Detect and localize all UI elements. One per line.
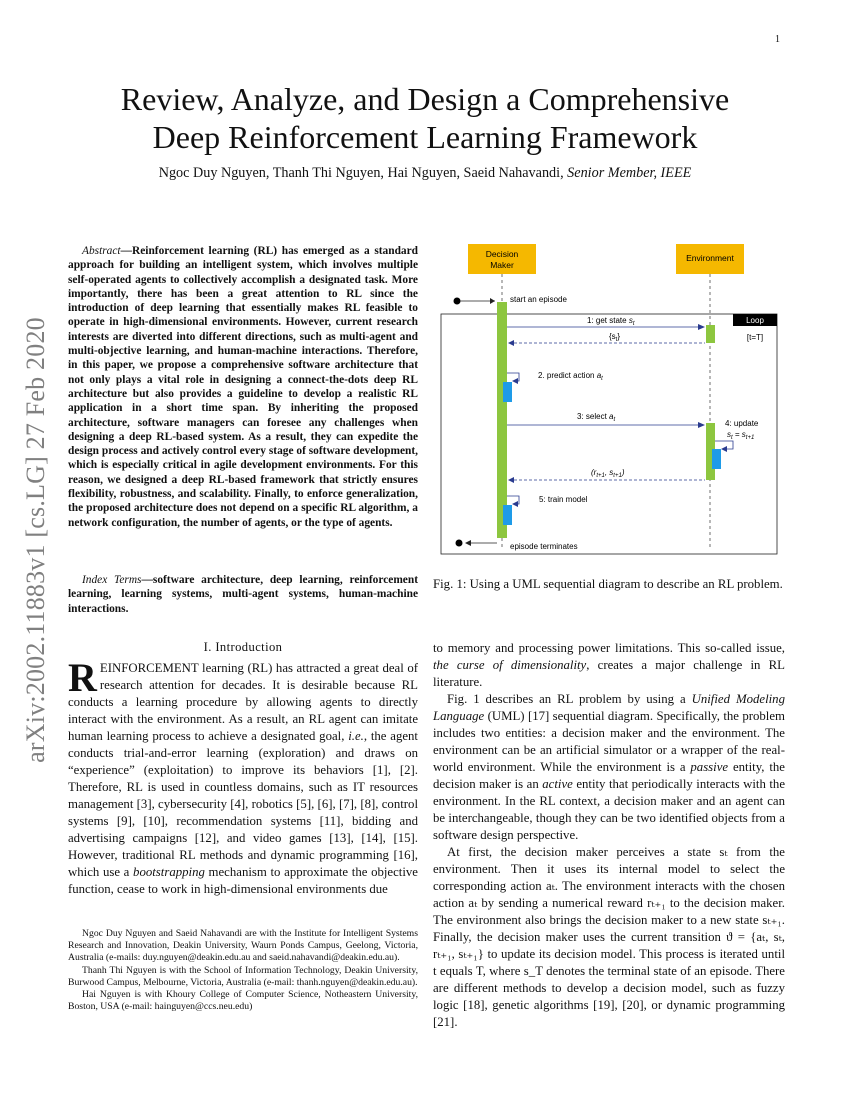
rp2-em1: Unified Modeling Language — [433, 692, 785, 723]
select-action-sub: t — [613, 417, 616, 423]
train-self-arrowhead — [512, 501, 518, 507]
state-return-label — [609, 332, 620, 343]
arxiv-identifier-stamp — [6, 300, 66, 780]
reward-mid: , s — [604, 468, 614, 477]
reward-sub2: t+1 — [613, 473, 622, 479]
reward-open: (r — [591, 468, 597, 477]
right-paragraph-2 — [433, 691, 785, 844]
predict-action-sub: t — [601, 376, 603, 382]
predict-action-text: 2. predict action — [538, 371, 597, 380]
start-arrowhead — [490, 298, 495, 304]
loop-guard: [t=T] — [746, 333, 764, 342]
right-paragraph-1 — [433, 640, 785, 691]
abstract — [68, 244, 418, 530]
author-line — [60, 165, 790, 182]
environment-activation-1 — [706, 325, 715, 343]
figure-caption: Fig. 1: Using a UML sequential diagram to describe an RL problem. — [433, 577, 783, 591]
loop-label: Loop — [746, 316, 764, 325]
right-column-body — [433, 640, 785, 1031]
author-footnote — [68, 928, 418, 1013]
intro-bootstrapping: bootstrapping — [133, 865, 205, 879]
page-number: 1 — [775, 34, 780, 45]
section-heading: I. Introduction — [203, 640, 283, 654]
state-return-arrowhead — [508, 340, 514, 346]
get-state-sub: t — [632, 321, 635, 327]
index-terms — [68, 573, 418, 616]
get-state-arrowhead — [698, 324, 705, 330]
select-action-var: a — [609, 412, 614, 421]
train-activation — [503, 505, 512, 525]
index-terms-label: Index Terms — [82, 574, 142, 586]
get-state-label — [587, 316, 635, 327]
state-return-close: } — [617, 332, 621, 341]
intro-text-c: mechanism to approximate the objective function, cease to work in high-dimensional environments due — [68, 865, 418, 896]
footnote-affiliation-2: Thanh Thi Nguyen is with the School of Information Technology, Deakin University, Burwood Campus, Melbourne, Victoria, Australia (e-mail: thanh.nguyen@deakin.edu.au). — [68, 964, 418, 988]
decision-maker-label-1: Decision — [485, 249, 519, 259]
rp2-em3: active — [542, 777, 573, 791]
predict-action-var: a — [596, 371, 602, 380]
select-action-arrowhead — [698, 422, 705, 428]
rp1-a: to memory and processing power limitations. This so-called issue, — [433, 641, 785, 655]
author-membership: Senior Member, IEEE — [567, 165, 692, 181]
title-line-1: Review, Analyze, and Design a Comprehensive — [120, 81, 730, 117]
start-node — [454, 298, 461, 305]
end-arrowhead — [465, 540, 471, 546]
get-state-text: 1: get state — [587, 316, 629, 325]
rp2-d: entity that periodically interacts with the environment. In the RL context, a decision maker and an agent can be interchangeable, though they can be two identified objects from a software design perspective. — [433, 777, 786, 842]
predict-action-label — [538, 371, 603, 382]
reward-close: ) — [621, 468, 625, 477]
right-paragraph-3: At first, the decision maker perceives a state sₜ from the environment. Then it uses its internal model to select the corresponding action aₜ. The environment interacts with the chosen action aₜ by sending a numerical reward rₜ₊₁ to the decision maker. The environment also brings the decision maker to a new state sₜ₊₁. Finally, the decision maker uses the current transition ϑ = {aₜ, sₜ, rₜ₊₁, sₜ₊₁} to update its decision model. This process is iterated until t equals T, where s_T denotes the terminal state of an episode. There are different methods to develop a decision model, such as fuzzy logic [18], genetic algorithms [19], [20], or dynamic programming [21]. — [433, 845, 785, 1029]
abstract-label: Abstract — [82, 245, 121, 257]
state-return-open: {s — [609, 332, 616, 341]
intro-ie: i.e. — [348, 729, 364, 743]
title-line-2: Deep Reinforcement Learning Framework — [152, 119, 698, 155]
update-label-2 — [727, 430, 754, 441]
rp1-em: the curse of dimensionality — [433, 658, 587, 672]
abstract-text: —Reinforcement learning (RL) has emerged as a standard approach for building an intelligent system, which involves multiple self-operated agents to collectively accomplish a designated task. More importantly, there has been a great attention to RL since the introduction of deep learning that essentially makes RL feasible to operate in high-dimensional environments. However, current research interests are diverted into different directions, such as multi-agent and multi-objective learning, and human-machine interactions. Therefore, in this paper, we propose a comprehensive software architecture that not only plays a vital role in designing a connect-the-dots deep RL architecture but also provides a guideline to develop a realistic RL application in a short time span. By inheriting the proposed architecture, software managers can foresee any challenges when designing a deep RL-based system. As a result, they can expedite the design process and actively control every stage of software development, which is especially critical in agile development environments. For this reason, we designed a deep RL-based framework that strictly ensures flexibility, robustness, and scalability. Finally, to enforce generalization, the proposed architecture does not depend on a specific RL algorithm, a network configuration, the number of agents, or the type of agents. — [68, 245, 418, 529]
end-node — [456, 540, 463, 547]
select-action-label — [577, 412, 615, 423]
update-eq: = s — [732, 430, 746, 439]
state-return-sub: t — [615, 337, 618, 343]
reward-return-label — [591, 468, 625, 479]
reward-return-arrowhead — [508, 477, 514, 483]
update-activation — [712, 449, 721, 469]
select-action-text: 3: select — [577, 412, 610, 421]
decision-maker-activation — [497, 302, 507, 538]
predict-activation — [503, 382, 512, 402]
paper-title — [60, 80, 790, 156]
intro-text-a: EINFORCEMENT learning (RL) has attracted a great deal of research attention for decades. It is desirable because RL conducts a learning procedure by allowing agents to directly interact with the environment. As a result, an RL agent can imitate human learning process to achieve a designated goal, — [68, 661, 418, 743]
rp2-a: Fig. 1 describes an RL problem by using a — [447, 692, 692, 706]
predict-self-arrowhead — [512, 378, 518, 384]
intro-text-b: , the agent conducts trial-and-error learning (exploration) and draws on “experience” (exploitation) to improve its behaviors [1], [2]. Therefore, RL is used in countless domains, such as IT resources management [3], cybersecurity [4], robotics [5], [6], [7], [8], control systems [9], [10], recommendation systems [11], bidding and advertising campaigns [12], and video games [13], [14], [15]. However, traditional RL methods and dynamic programming [16], which use a — [68, 729, 418, 879]
introduction-paragraph — [68, 655, 418, 898]
author-names: Ngoc Duy Nguyen, Thanh Thi Nguyen, Hai Nguyen, Saeid Nahavandi, — [158, 165, 564, 181]
environment-label: Environment — [686, 253, 734, 263]
start-episode-label: start an episode — [510, 295, 567, 304]
end-episode-label: episode terminates — [510, 542, 578, 551]
decision-maker-label-2: Maker — [490, 260, 514, 270]
reward-sub1: t+1 — [596, 473, 605, 479]
get-state-var: s — [628, 316, 633, 325]
train-model-label: 5: train model — [539, 495, 588, 504]
update-label-1: 4: update — [725, 419, 759, 428]
arxiv-stamp-text: arXiv:2002.11883v1 [cs.LG] 27 Feb 2020 — [21, 317, 50, 763]
rp2-c: entity, the decision maker is an — [433, 760, 785, 791]
update-self-arrowhead — [721, 446, 727, 452]
rp1-b: , creates a major challenge in RL literature. — [433, 658, 785, 689]
footnote-affiliation-3: Hai Nguyen is with Khoury College of Computer Science, Notheastern University, Boston, USA (e-mail: hainguyen@ccs.neu.edu) — [68, 989, 418, 1013]
drop-cap: R — [68, 655, 97, 700]
update-var: s — [727, 430, 731, 439]
update-sub2: t+1 — [745, 435, 755, 441]
rp2-b: (UML) [17] sequential diagram. Specifically, the problem includes two entities: a decision maker and the environment. The environment can be an artificial simulator or a wrapper of the real-world environment. While the environment is a — [433, 709, 785, 774]
update-sub: t — [731, 435, 733, 441]
uml-sequence-diagram — [433, 240, 785, 560]
index-terms-text: —software architecture, deep learning, reinforcement learning, learning systems, multi-agent systems, human-machine interactions. — [68, 574, 418, 615]
rp2-em2: passive — [690, 760, 729, 774]
footnote-affiliation-1: Ngoc Duy Nguyen and Saeid Nahavandi are with the Institute for Intelligent Systems Research and Innovation, Deakin University, Waurn Ponds Campus, Geelong, Victoria, Australia (e-mails: duy.nguyen@deakin.edu.au and saeid.nahavandi@deakin.edu.au). — [68, 928, 418, 964]
